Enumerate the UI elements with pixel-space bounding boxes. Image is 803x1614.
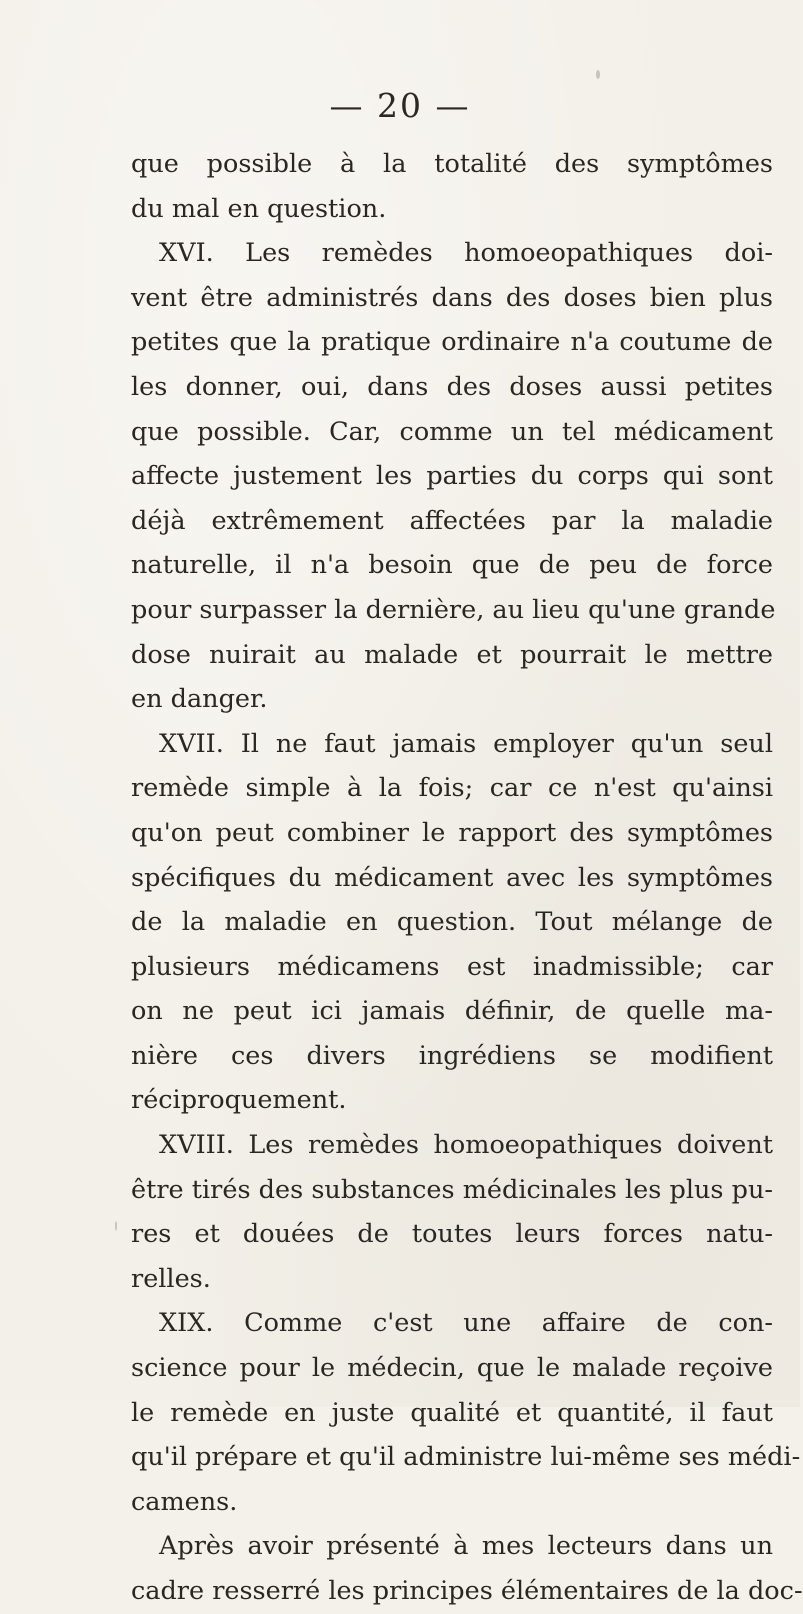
text-line: le remède en juste qualité et quantité, il faut (131, 1397, 773, 1428)
text-line: que possible à la totalité des symptômes (131, 149, 773, 179)
text-line: que possible. Car, comme un tel médicament (131, 416, 773, 447)
text-line: on ne peut ici jamais définir, de quelle ma- (131, 996, 773, 1027)
text-line: réciproquement. (131, 1085, 347, 1116)
text-line: petites que la pratique ordinaire n'a coutume de (131, 327, 773, 358)
text-line: camens. (131, 1486, 238, 1517)
text-line: remède simple à la fois; car ce n'est qu'ainsi (131, 773, 773, 804)
text-line: être tirés des substances médicinales les plus pu- (131, 1174, 773, 1205)
text-line: du mal en question. (131, 193, 387, 224)
text-line: qu'il prépare et qu'il administre lui-même ses médi- (131, 1442, 801, 1473)
paper-speck (258, 1017, 261, 1021)
text-line: pour surpasser la dernière, au lieu qu'une grande (131, 594, 776, 625)
paper-speck (115, 1221, 117, 1231)
text-line: les donner, oui, dans des doses aussi petites (131, 371, 773, 402)
text-line: vent être administrés dans des doses bien plus (131, 282, 773, 313)
text-line: en danger. (131, 684, 268, 715)
text-line: spécifiques du médicament avec les symptômes (131, 862, 773, 893)
page-number: — 20 — (329, 86, 471, 125)
text-line: naturelle, il n'a besoin que de peu de force (131, 550, 773, 581)
text-line: de la maladie en question. Tout mélange de (131, 907, 773, 938)
section-xvii-start: XVII. Il ne faut jamais employer qu'un seul (159, 728, 773, 759)
text-line: science pour le médecin, que le malade reçoive (131, 1353, 773, 1384)
text-line: qu'on peut combiner le rapport des symptômes (131, 817, 773, 848)
text-line: dose nuirait au malade et pourrait le mettre (131, 639, 773, 670)
paper-speck (596, 70, 600, 79)
section-xviii-start: XVIII. Les remèdes homoeopathiques doivent (159, 1130, 773, 1161)
text-line: res et douées de toutes leurs forces natu- (131, 1219, 773, 1250)
text-line: relles. (131, 1263, 211, 1294)
text-line: déjà extrêmement affectées par la maladie (131, 505, 773, 536)
paragraph-start: Après avoir présenté à mes lecteurs dans un (159, 1531, 773, 1562)
section-xix-start: XIX. Comme c'est une affaire de con- (159, 1308, 773, 1339)
text-line: cadre resserré les principes élémentaires de la doc- (131, 1576, 803, 1606)
section-xvi-start: XVI. Les remèdes homoeopathiques doi- (159, 238, 773, 269)
text-line: nière ces divers ingrédiens se modifient (131, 1040, 773, 1071)
text-line: plusieurs médicamens est inadmissible; car (131, 951, 773, 982)
text-line: affecte justement les parties du corps qui sont (131, 461, 773, 492)
body-text (131, 142, 803, 1614)
